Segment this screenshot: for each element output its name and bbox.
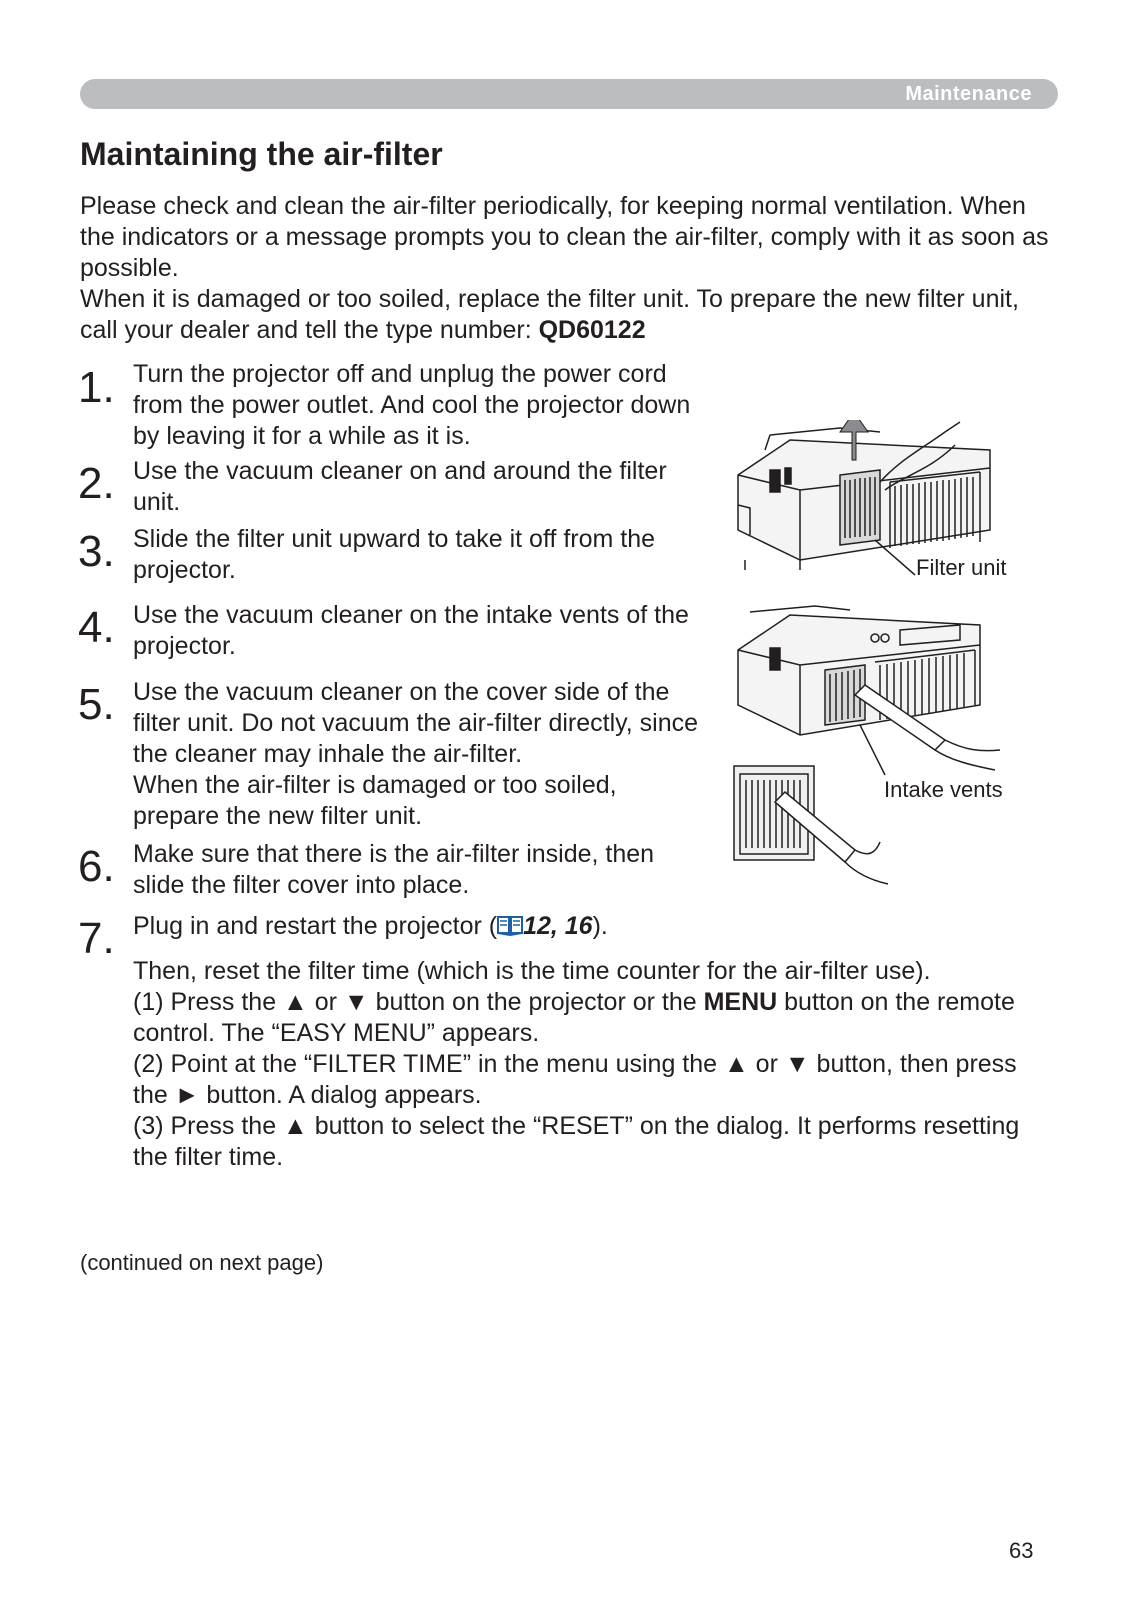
substep-1-text-b: button on the remote control. The “EASY MENU” appears. <box>133 988 1015 1047</box>
filter-cover-illustration <box>730 762 890 887</box>
book-reference-icon <box>497 914 523 936</box>
menu-button-label: MENU <box>703 988 778 1016</box>
intake-vents-illustration <box>730 600 1020 780</box>
intro-text <box>80 191 1060 346</box>
step-3-text: Slide the filter unit upward to take it off from the projector. <box>133 525 656 584</box>
step-7-substep-3: (3) Press the ▲ button to select the “RESET” on the dialog. It performs resetting the filter time. <box>133 1112 1020 1171</box>
step-1-text: Turn the projector off and unplug the power cord from the power outlet. And cool the projector down by leaving it for a while as it is. <box>133 360 691 450</box>
intro-paragraph-2 <box>80 284 1060 346</box>
step-7-line <box>133 911 1033 942</box>
step-4-text: Use the vacuum cleaner on the intake vents of the projector. <box>133 601 689 660</box>
step-7-number: 7. <box>78 914 115 963</box>
step-1-number: 1. <box>78 363 115 412</box>
step-7-substep-1 <box>133 987 1033 1049</box>
type-number: QD60122 <box>538 316 646 344</box>
page-title: Maintaining the air-filter <box>80 136 443 172</box>
page-number: 63 <box>1009 1538 1034 1563</box>
step-7-substep-2: (2) Point at the “FILTER TIME” in the menu using the ▲ or ▼ button, then press the ► button. A dialog appears. <box>133 1050 1017 1109</box>
step-6-text: Make sure that there is the air-filter inside, then slide the filter cover into place. <box>133 840 655 899</box>
filter-unit-label: Filter unit <box>916 555 1007 580</box>
step-7-reset-intro: Then, reset the filter time (which is the time counter for the air-filter use). <box>133 957 931 985</box>
intro-paragraph-1: Please check and clean the air-filter periodically, for keeping normal ventilation. When the indicators or a message prompts you to clean the air-filter, comply with it as soon as possible. <box>80 192 1049 282</box>
step-7-text <box>133 911 1033 942</box>
section-label: Maintenance <box>905 83 1032 105</box>
step-3-number: 3. <box>78 527 115 576</box>
step-5-text <box>133 677 708 832</box>
step-2-number: 2. <box>78 459 115 508</box>
continued-note: (continued on next page) <box>80 1250 324 1275</box>
intro-paragraph-2-text: When it is damaged or too soiled, replace the filter unit. To prepare the new filter unit, call your dealer and tell the type number: <box>80 285 1019 344</box>
step-5-main: Use the vacuum cleaner on the cover side of the filter unit. Do not vacuum the air-filter directly, since the cleaner may inhale the air-filter. <box>133 678 699 768</box>
substep-1-text-a: (1) Press the ▲ or ▼ button on the projector or the <box>133 988 704 1016</box>
step-6-number: 6. <box>78 842 115 891</box>
step-5-note: When the air-filter is damaged or too soiled, prepare the new filter unit. <box>133 771 617 830</box>
page-reference-link[interactable]: 12, 16 <box>523 912 593 940</box>
intake-vents-label: Intake vents <box>884 777 1003 802</box>
step-7-suffix: ). <box>592 912 608 940</box>
step-5-number: 5. <box>78 680 115 729</box>
step-7-detail <box>133 956 1033 1173</box>
step-7-prefix: Plug in and restart the projector ( <box>133 912 498 940</box>
step-4-number: 4. <box>78 603 115 652</box>
step-2-text: Use the vacuum cleaner on and around the filter unit. <box>133 457 667 516</box>
section-header-bar <box>80 79 1058 109</box>
